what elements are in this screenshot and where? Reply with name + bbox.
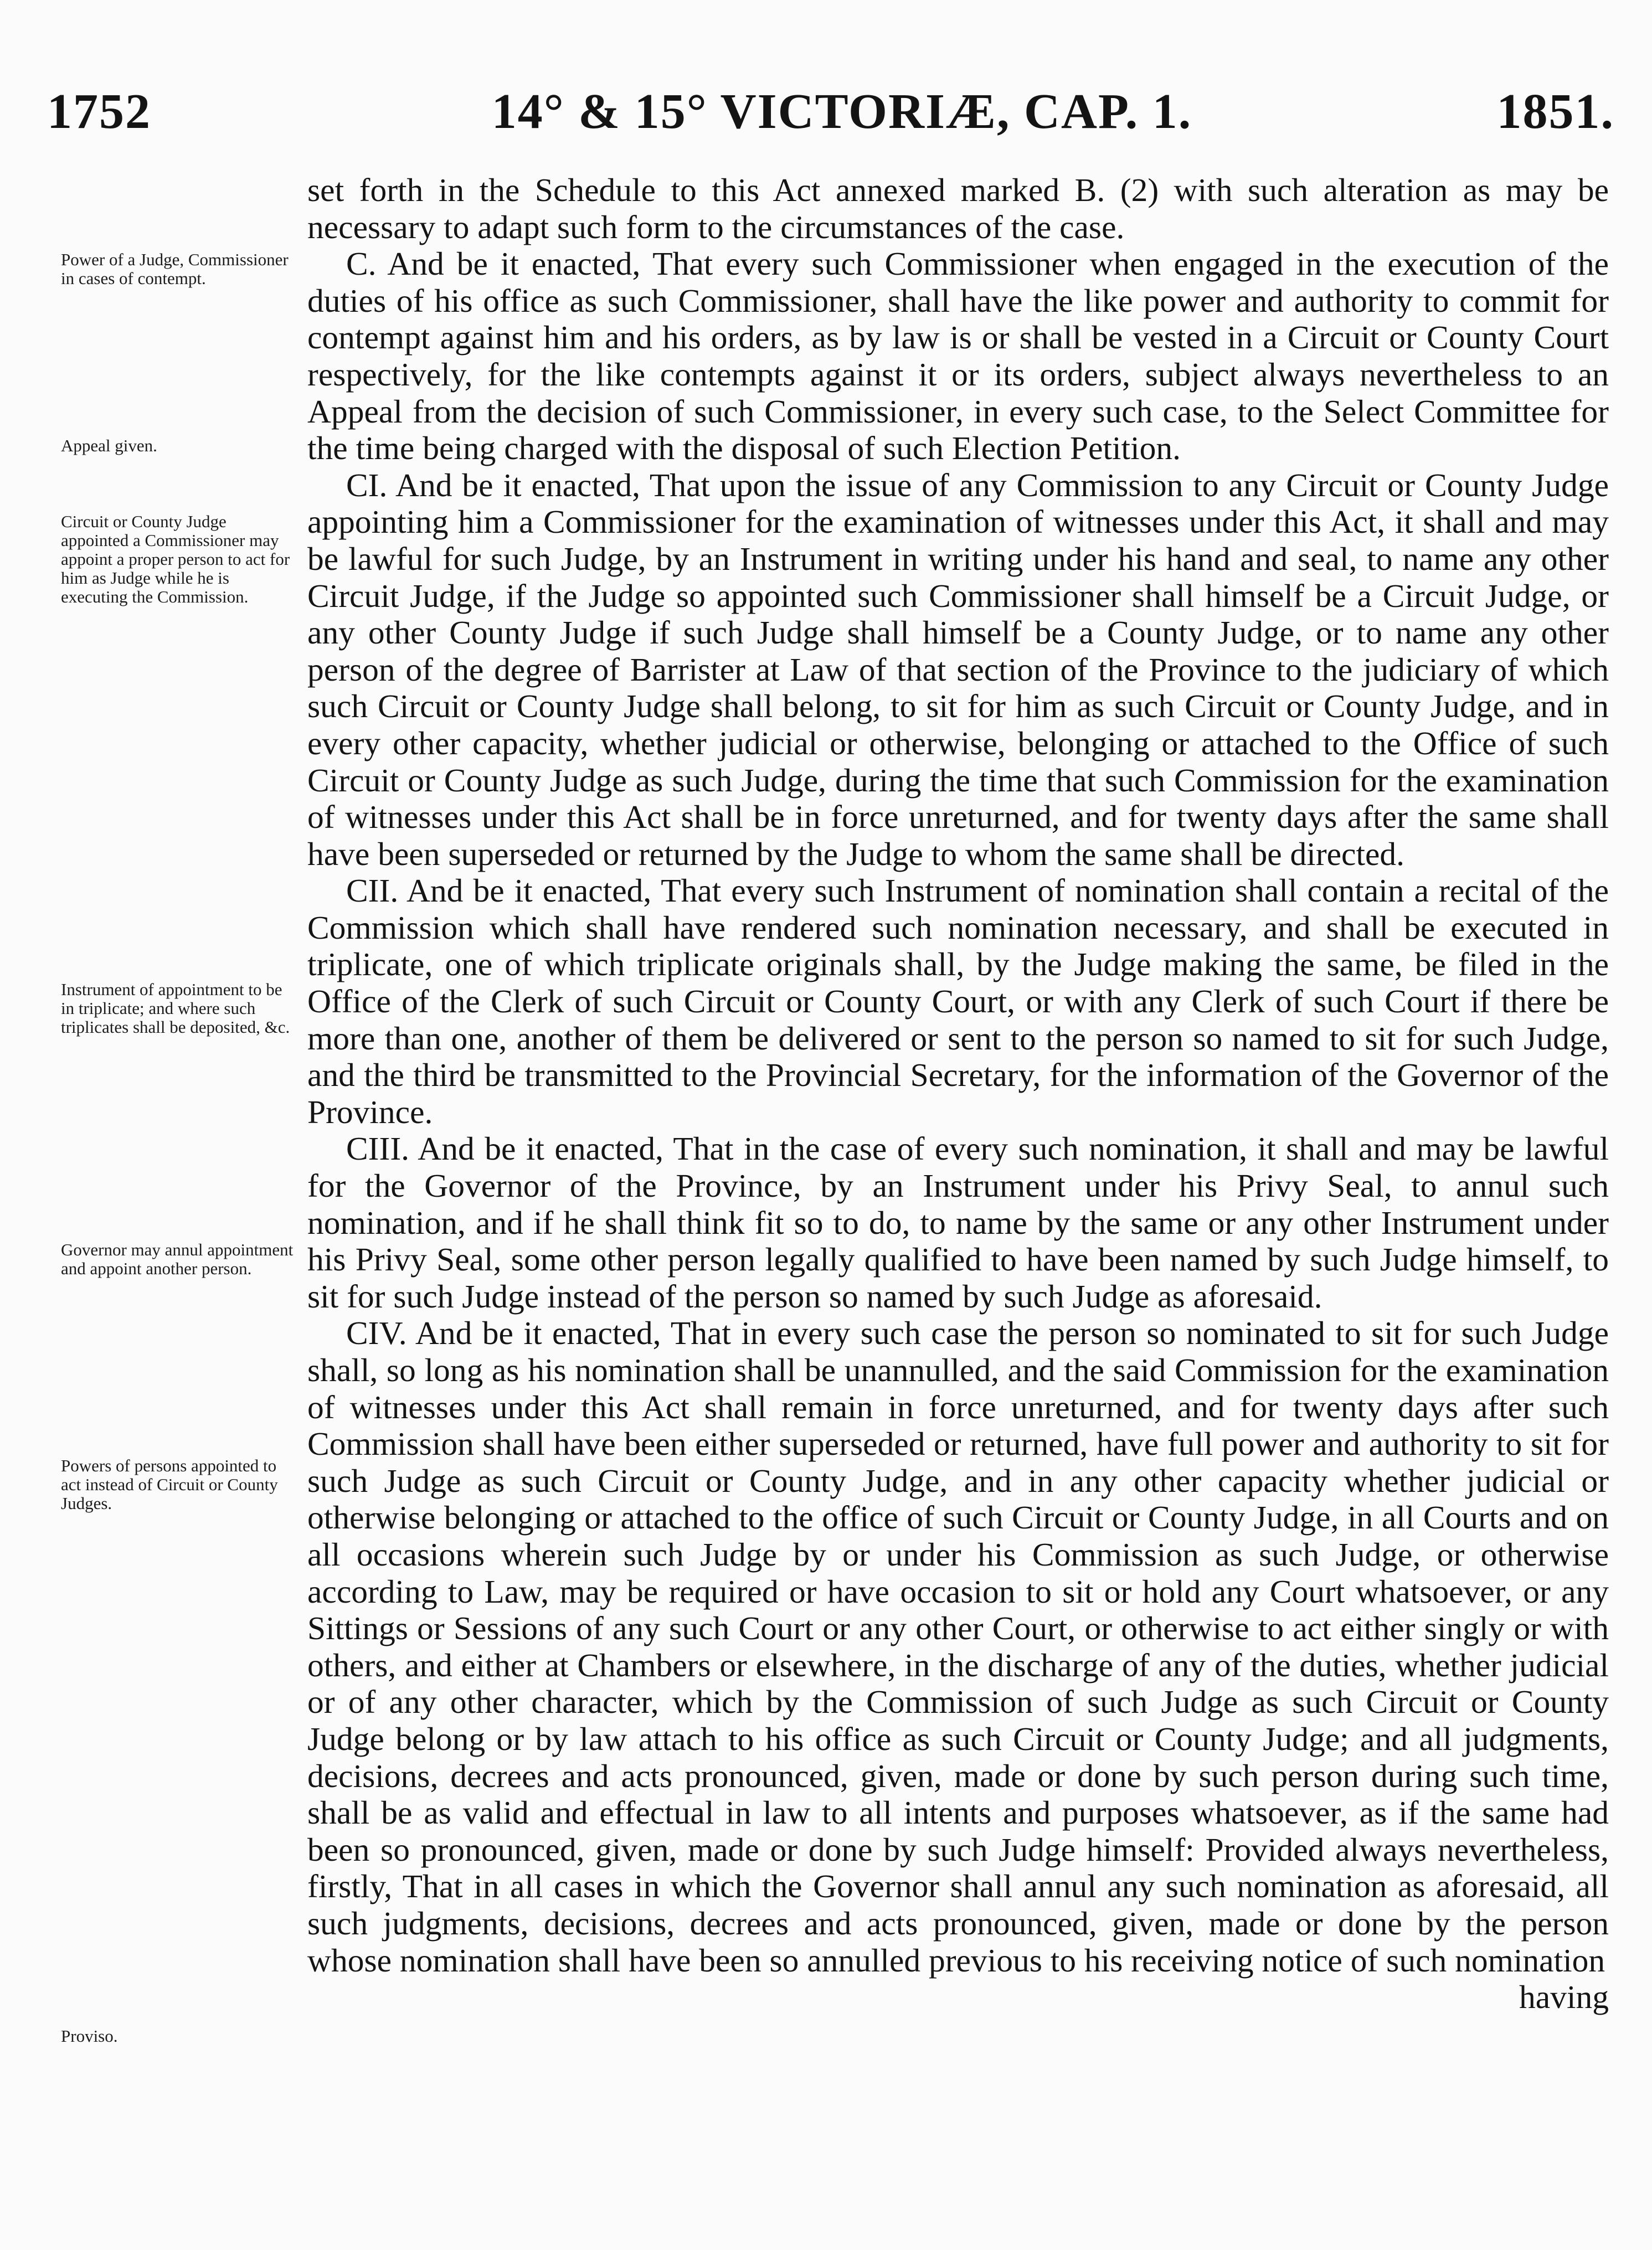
margin-note-appeal-given: Appeal given. xyxy=(61,436,157,455)
running-title: 14° & 15° VICTORIÆ, CAP. 1. xyxy=(491,84,1192,139)
section-ciii: CIII. And be it enacted, That in the case of every such nomination, it shall and may be lawful for the Governor of the Province, by an Instrument under his Privy Seal, to annul such nomination, and if he shall think fit so to do, to name by the same or any other Instrument under his Privy Seal, some other person legally qualified to have been named by such Judge himself, to sit for such Judge instead of the person so named by such Judge as aforesaid. xyxy=(307,1130,1609,1315)
margin-note-governor-annul: Governor may annul appointment and appoint another person. xyxy=(61,1240,294,1278)
section-cii: CII. And be it enacted, That every such Instrument of nomination shall contain a recital of the Commission which shall have rendered such nomination necessary, and shall be executed in triplicate, one of which triplicate originals shall, by the Judge making the same, be filed in the Office of the Clerk of such Circuit or County Court, or with any Clerk of such Court if there be more than one, another of them be delivered or sent to the person so named to sit for such Judge, and the third be transmitted to the Provincial Secretary, for the information of the Governor of the Province. xyxy=(307,872,1609,1130)
header-year: 1851. xyxy=(1496,84,1614,139)
section-ci: CI. And be it enacted, That upon the issue of any Commission to any Circuit or County Judge appointing him a Commissioner for the examination of witnesses under this Act, it shall and may be lawful for such Judge, by an Instrument in writing under his hand and seal, to name any other Circuit Judge, if the Judge so appointed such Commissioner shall himself be a Circuit Judge, or any other County Judge if such Judge shall himself be a County Judge, or to name any other person of the degree of Barrister at Law of that section of the Province to the judiciary of which such Circuit or County Judge shall belong, to sit for him as such Circuit or County Judge, and in every other capacity, whether judicial or otherwise, belonging or attached to the Office of such Circuit or County Judge as such Judge, during the time that such Commission for the examination of witnesses under this Act shall be in force unreturned, and for twenty days after the same shall have been superseded or returned by the Judge to whom the same shall be directed. xyxy=(307,466,1609,872)
margin-note-circuit-judge-appoint: Circuit or County Judge appointed a Commissioner may appoint a proper person to act for him as Judge while he is executing the Commission. xyxy=(61,512,290,606)
section-civ: CIV. And be it enacted, That in every such case the person so nominated to sit for such Judge shall, so long as his nomination shall be unannulled, and the said Commission for the examination of witnesses under this Act shall remain in force unreturned, and for twenty days after such Commission shall have been either superseded or returned, have full power and authority to sit for such Judge as such Circuit or County Judge, and in any other capacity whether judicial or otherwise belonging or attached to the office of such Circuit or County Judge, in all Courts and on all occasions wherein such Judge by or under his Commission as such Judge, or otherwise according to Law, may be required or have occasion to sit or hold any Court whatsoever, or any Sittings or Sessions of any such Court or any other Court, or otherwise to act either singly or with others, and either at Chambers or elsewhere, in the discharge of any of the duties, whether judicial or of any other character, which by the Commission of such Judge as such Circuit or County Judge belong or by law attach to his office as such Circuit or County Judge; and all judgments, decisions, decrees and acts pronounced, given, made or done by such person during such time, shall be as valid and effectual in law to all intents and purposes whatsoever, as if the same had been so pronounced, given, made or done by such Judge himself: Provided always nevertheless, firstly, That in all cases in which the Governor shall annul any such nomination as aforesaid, all such judgments, decisions, decrees and acts pronounced, given, made or done by the person whose nomination shall have been so annulled previous to his receiving notice of such nomination xyxy=(307,1315,1609,1979)
paragraph-continuation: set forth in the Schedule to this Act annexed marked B. (2) with such alteration as may be necessary to adapt such form to the circumstances of the case. xyxy=(307,172,1609,245)
margin-note-power-of-judge: Power of a Judge, Commissioner in cases of contempt. xyxy=(61,250,289,288)
margin-note-proviso: Proviso. xyxy=(61,2026,118,2046)
margin-note-instrument-triplicate: Instrument of appointment to be in triplicate; and where such triplicates shall be deposited, &c. xyxy=(61,980,290,1037)
body-text xyxy=(307,172,1609,2016)
page-number: 1752 xyxy=(47,84,151,139)
page-header xyxy=(47,83,1614,150)
section-c: C. And be it enacted, That every such Commissioner when engaged in the execution of the duties of his office as such Commissioner, shall have the like power and authority to commit for contempt against him and his orders, as by law is or shall be vested in a Circuit or County Court respectively, for the like contempts against it or its orders, subject always nevertheless to an Appeal from the decision of such Commissioner, in every such case, to the Select Committee for the time being charged with the disposal of such Election Petition. xyxy=(307,245,1609,467)
catchword: having xyxy=(1519,1979,1609,2016)
margin-note-powers-of-persons: Powers of persons appointed to act instead of Circuit or County Judges. xyxy=(61,1456,278,1513)
